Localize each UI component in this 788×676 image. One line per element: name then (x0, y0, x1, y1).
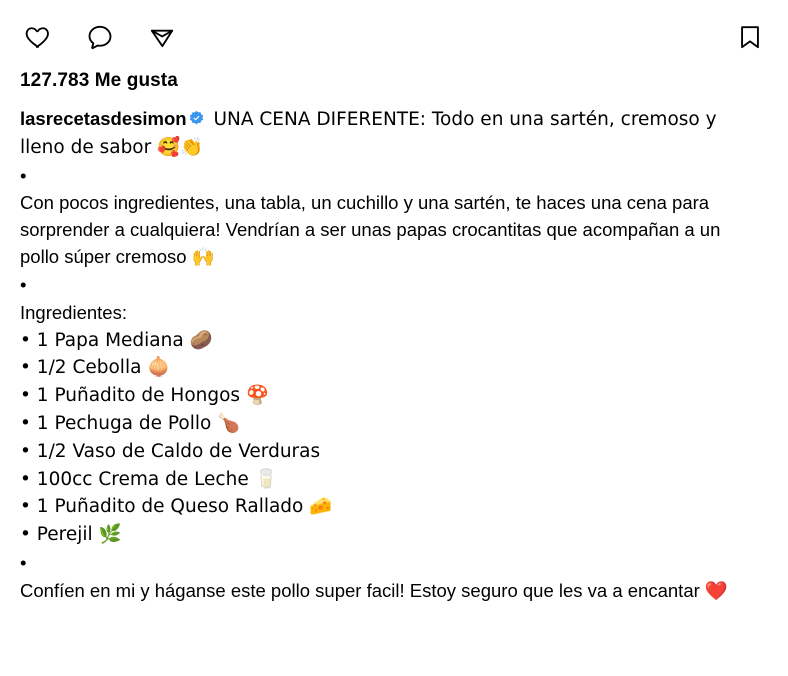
ingredient-item: • 1 Puñadito de Hongos 🍄 (20, 385, 269, 407)
like-icon[interactable] (18, 17, 58, 57)
post-caption (20, 106, 760, 605)
ingredients-title: Ingredientes: (20, 301, 127, 323)
comment-icon[interactable] (80, 17, 120, 57)
post-action-bar (18, 0, 770, 68)
action-bar-left-group (18, 17, 182, 57)
ingredient-item: • 1/2 Cebolla 🧅 (20, 357, 171, 379)
caption-intro: Con pocos ingredientes, una tabla, un cuchillo y una sartén, te haces una cena para sorprender a cualquiera! Vendrían a ser unas papas crocantitas que acompañan a un pollo súper cremoso 🙌 (20, 192, 721, 268)
ingredient-item: • Perejil 🌿 (20, 524, 122, 546)
caption-separator-3: • (20, 552, 27, 573)
save-icon[interactable] (730, 17, 770, 57)
ingredient-item: • 1/2 Vaso de Caldo de Verduras (20, 440, 321, 462)
ingredient-item: • 100cc Crema de Leche 🥛 (20, 468, 278, 490)
caption-outro: Confíen en mi y háganse este pollo super facil! Estoy seguro que les va a encantar ❤️ (20, 579, 728, 601)
like-count[interactable]: 127.783 Me gusta (20, 70, 178, 91)
account-username[interactable]: lasrecetasdesimon (20, 108, 187, 129)
caption-separator-1: • (20, 164, 27, 186)
ingredient-item: • 1 Puñadito de Queso Rallado 🧀 (20, 496, 333, 518)
ingredient-item: • 1 Pechuga de Pollo 🍗 (20, 412, 241, 434)
caption-separator-2: • (20, 273, 27, 295)
ingredient-item: • 1 Papa Mediana 🥔 (20, 329, 213, 351)
caption-headline (20, 106, 760, 162)
caption-headline-text: UNA CENA DIFERENTE: Todo en una sartén, cremoso y lleno de sabor 🥰👏 (20, 109, 717, 158)
action-bar-right-group (730, 17, 770, 57)
share-icon[interactable] (142, 17, 182, 57)
verified-badge-icon (188, 110, 205, 127)
